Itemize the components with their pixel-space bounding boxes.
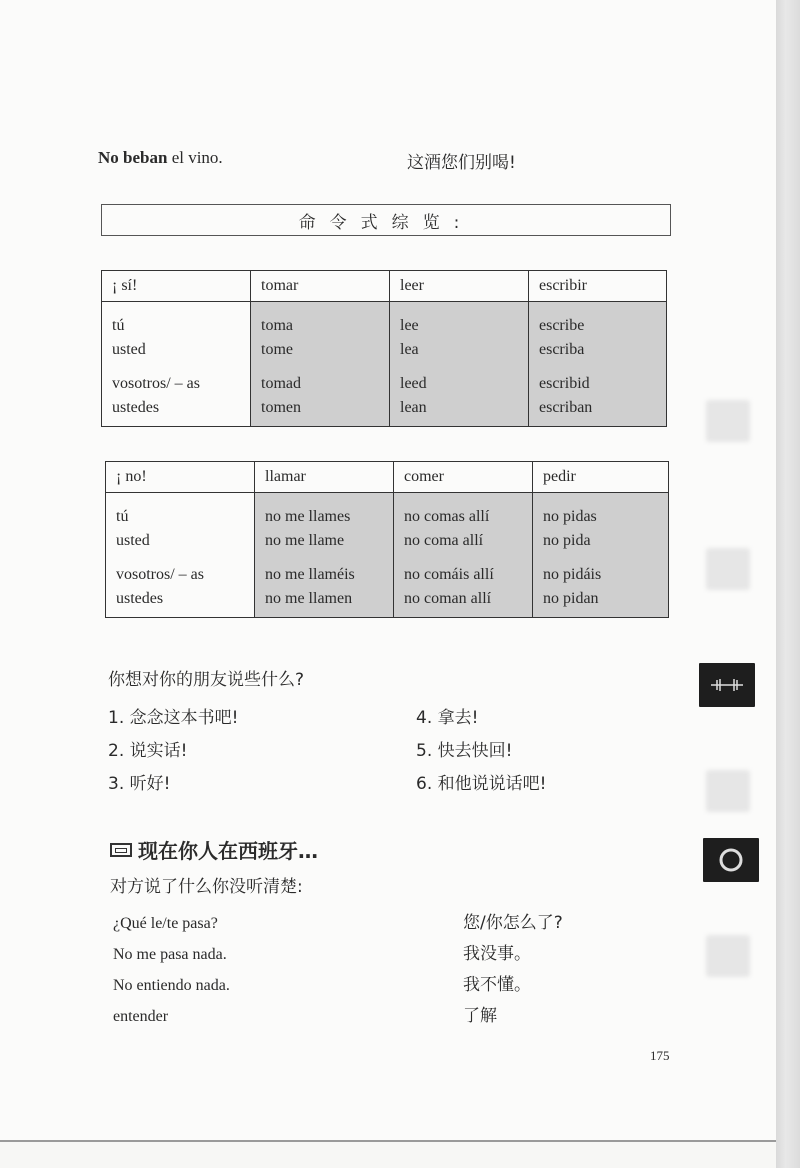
phrase-es: No me pasa nada. [113,946,227,963]
list-item: 2. 说实话! [108,741,188,761]
table-header: ¡ sí! [102,271,251,302]
section-heading: 现在你人在西班牙… [110,835,318,864]
dumbbell-icon [709,677,745,693]
conjugation-cell: no me llames no me llame no me llaméis no me llamen [255,493,394,618]
table-header: tomar [251,271,390,302]
list-item: 4. 拿去! [416,708,479,728]
imperative-overview-banner: 命令式综览: [101,204,671,236]
conjugation-cell: lee lea leed lean [390,302,529,427]
phrase-es: No entiendo nada. [113,977,230,994]
table-header: leer [390,271,529,302]
page-edge [776,0,800,1168]
phrases-chinese [463,908,563,1032]
conjugation-cell: toma tome tomad tomen [251,302,390,427]
ghost-tab [706,935,750,977]
phrases-spanish [113,908,230,1032]
table-header: escribir [529,271,667,302]
person-cell: tú usted vosotros/ – as ustedes [106,493,255,618]
page-number: 175 [650,1048,670,1063]
phrase-cn: 您/你怎么了? [463,913,563,933]
exercise-list-right [416,702,546,801]
conjugation-cell: no pidas no pida no pidáis no pidan [533,493,669,618]
side-tab-listening [703,838,759,882]
table-header: pedir [533,462,669,493]
list-item: 6. 和他说说话吧! [416,774,547,794]
exercise-question: 你想对你的朋友说些什么? [108,670,305,690]
side-tab-grammar [699,663,755,707]
list-item: 3. 听好! [108,774,171,794]
phrase-es: ¿Qué le/te pasa? [113,915,218,932]
ghost-tab [706,548,750,590]
cassette-tape-icon [110,843,132,857]
negative-imperative-table [105,461,669,618]
example-sentence-es: No beban el vino. [98,148,223,167]
table-header: llamar [255,462,394,493]
phrase-es: entender [113,1008,169,1025]
phrase-cn: 了解 [463,1006,497,1026]
list-item: 5. 快去快回! [416,741,513,761]
exercise-list-left [108,702,238,801]
ghost-tab [706,400,750,442]
conjugation-cell: no comas allí no coma allí no comáis allí no coman allí [394,493,533,618]
phrase-cn: 我没事。 [463,944,531,964]
table-header: comer [394,462,533,493]
section-subtitle: 对方说了什么你没听清楚: [110,877,303,897]
example-sentence-cn: 这酒您们别喝! [407,153,516,173]
phrase-cn: 我不懂。 [463,975,531,995]
person-cell: tú usted vosotros/ – as ustedes [102,302,251,427]
affirmative-imperative-table [101,270,667,427]
ghost-tab [706,770,750,812]
list-item: 1. 念念这本书吧! [108,708,239,728]
table-header: ¡ no! [106,462,255,493]
conjugation-cell: escribe escriba escribid escriban [529,302,667,427]
circle-icon [716,845,746,875]
